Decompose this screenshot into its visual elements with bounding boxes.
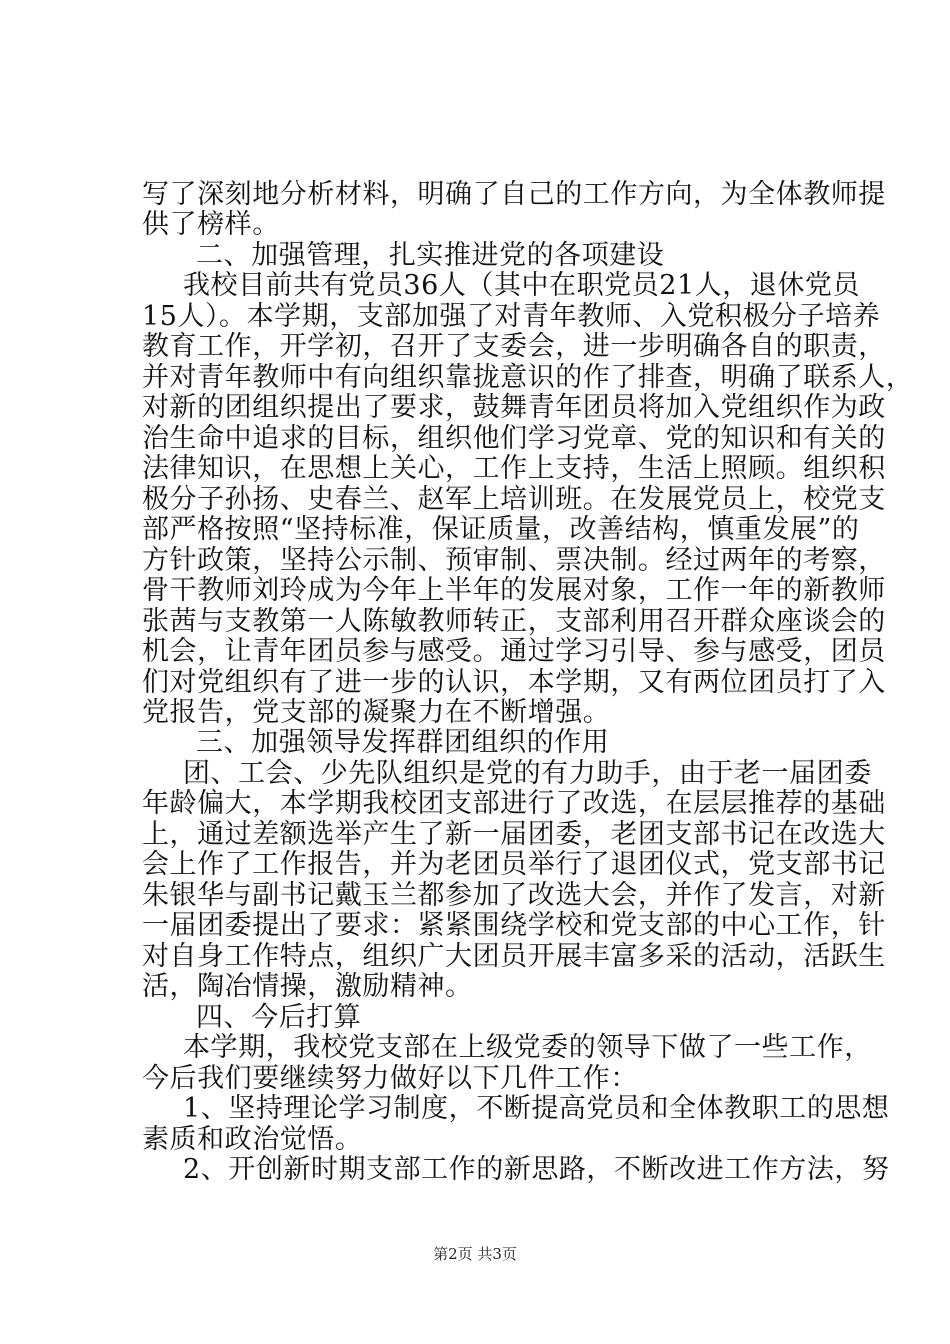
text-line: 我校目前共有党员36人（其中在职党员21人，退休党员 [183,270,861,301]
text-line: 写了深刻地分析材料，明确了自己的工作方向，为全体教师提 [142,179,886,210]
text-line: 极分子孙扬、史春兰、赵军上培训班。在发展党员上，校党支 [142,484,886,515]
text-line: 张茜与支教第一人陈敏教师转正，支部利用召开群众座谈会的 [142,606,886,637]
text-line: 一届团委提出了要求：紧紧围绕学校和党支部的中心工作，针 [142,910,886,941]
text-line: 对自身工作特点，组织广大团员开展丰富多采的活动，活跃生 [142,941,886,972]
text-line: 团、工会、少先队组织是党的有力助手，由于老一届团委 [183,758,872,789]
text-line: 并对青年教师中有向组织靠拢意识的作了排查，明确了联系人， [142,362,914,393]
text-line: 党报告，党支部的凝聚力在不断增强。 [142,697,611,728]
list-item: 1、坚持理论学习制度，不断提高党员和全体教职工的思想 [183,1093,890,1124]
text-line: 对新的团组织提出了要求，鼓舞青年团员将加入党组织作为政 [142,392,886,423]
text-line: 今后我们要继续努力做好以下几件工作： [142,1063,638,1094]
text-line: 部严格按照“坚持标准，保证质量，改善结构，慎重发展”的 [142,514,860,545]
text-line: 活，陶冶情操，激励精神。 [142,971,473,1002]
text-line: 教育工作，开学初，召开了支委会，进一步明确各自的职责， [142,331,886,362]
text-line: 素质和政治觉悟。 [142,1124,363,1155]
page-number-footer: 第2页 共3页 [433,1245,517,1263]
text-line: 本学期，我校党支部在上级党委的领导下做了一些工作， [183,1032,872,1063]
text-line: 年龄偏大，本学期我校团支部进行了改选，在层层推荐的基础 [142,788,886,819]
text-line: 方针政策，坚持公示制、预审制、票决制。经过两年的考察， [142,545,886,576]
text-line: 们对党组织有了进一步的认识，本学期，又有两位团员打了入 [142,667,886,698]
text-line: 会上作了工作报告，并为老团员举行了退团仪式，党支部书记 [142,849,886,880]
text-line: 法律知识，在思想上关心，工作上支持，生活上照顾。组织积 [142,453,886,484]
list-item: 2、开创新时期支部工作的新思路，不断改进工作方法，努 [183,1154,890,1185]
section-heading: 四、今后打算 [196,1002,362,1033]
text-line: 朱银华与副书记戴玉兰都参加了改选大会，并作了发言，对新 [142,880,886,911]
text-line: 15人）。本学期，支部加强了对青年教师、入党积极分子培养 [142,301,881,332]
text-line: 治生命中追求的目标，组织他们学习党章、党的知识和有关的 [142,423,886,454]
text-line: 供了榜样。 [142,209,280,240]
text-line: 机会，让青年团员参与感受。通过学习引导、参与感受，团员 [142,636,886,667]
section-heading: 三、加强领导发挥群团组织的作用 [196,727,610,758]
section-heading: 二、加强管理，扎实推进党的各项建设 [196,240,665,271]
text-line: 骨干教师刘玲成为今年上半年的发展对象，工作一年的新教师 [142,575,886,606]
text-line: 上，通过差额选举产生了新一届团委，老团支部书记在改选大 [142,819,886,850]
